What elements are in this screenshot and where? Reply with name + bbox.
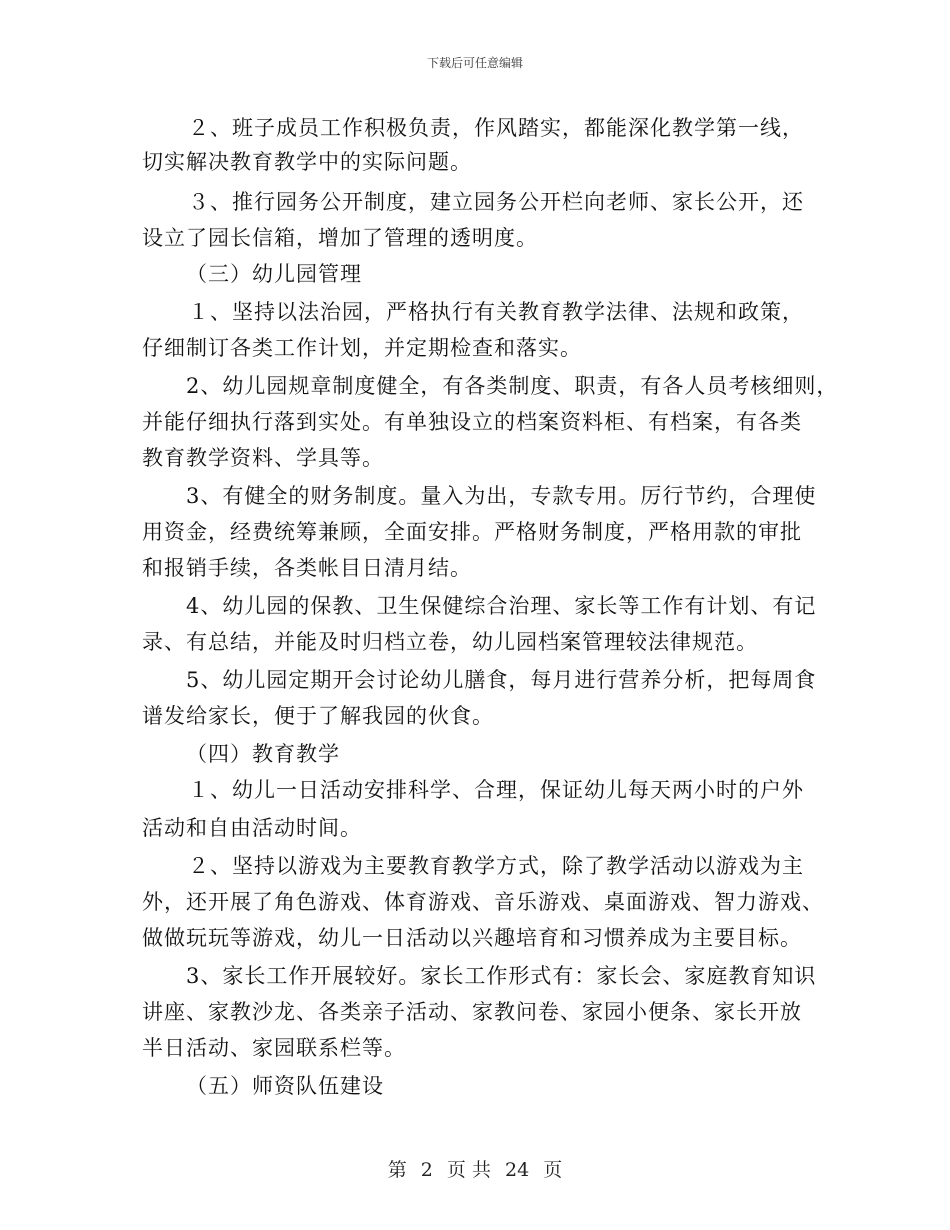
text-line: 设立了园长信箱，增加了管理的透明度。 <box>142 226 538 250</box>
page-footer <box>0 1155 950 1182</box>
text-line: 用资金，经费统筹兼顾，全面安排。严格财务制度，严格用款的审批 <box>142 520 802 544</box>
footer-prefix: 第 <box>387 1159 407 1181</box>
text-line: ３、推行园务公开制度，建立园务公开栏向老师、家长公开，还 <box>188 190 804 214</box>
page-number: 2 <box>420 1159 433 1181</box>
text-line: 做做玩玩等游戏，幼儿一日活动以兴趣培育和习惯养成为主要目标。 <box>142 926 802 950</box>
total-pages: 24 <box>505 1159 530 1181</box>
text-line: 3、家长工作开展较好。家长工作形式有：家长会、家庭教育知识 <box>186 964 817 988</box>
text-line: １、坚持以法治园，严格执行有关教育教学法律、法规和政策， <box>188 300 804 324</box>
footer-middle: 页 共 <box>446 1159 491 1181</box>
text-line: 5、幼儿园定期开会讨论幼儿膳食，每月进行营养分析，把每周食 <box>186 668 817 692</box>
text-line: 3、有健全的财务制度。量入为出，专款专用。厉行节约，合理使 <box>186 484 817 508</box>
text-line: 仔细制订各类工作计划，并定期检查和落实。 <box>142 336 582 360</box>
text-line: 教育教学资料、学具等。 <box>142 446 384 470</box>
text-line: 并能仔细执行落到实处。有单独设立的档案资料柜、有档案，有各类 <box>142 410 802 434</box>
text-line: 切实解决教育教学中的实际问题。 <box>142 150 472 174</box>
text-line: 外，还开展了角色游戏、体育游戏、音乐游戏、桌面游戏、智力游戏、 <box>142 890 824 914</box>
section-heading: （四）教育教学 <box>186 742 340 766</box>
page-header: 下载后可任意编辑 <box>426 56 523 70</box>
section-heading: （五）师资队伍建设 <box>186 1074 384 1098</box>
text-line: 半日活动、家园联系栏等。 <box>142 1036 406 1060</box>
footer-suffix: 页 <box>543 1159 563 1181</box>
section-heading: （三）幼儿园管理 <box>186 262 362 286</box>
text-line: ２、班子成员工作积极负责，作风踏实，都能深化教学第一线， <box>188 116 804 140</box>
text-line: 4、幼儿园的保教、卫生保健综合治理、家长等工作有计划、有记 <box>186 594 817 618</box>
text-line: 谱发给家长，便于了解我园的伙食。 <box>142 704 494 728</box>
text-line: 2、幼儿园规章制度健全，有各类制度、职责，有各人员考核细则， <box>186 374 839 398</box>
text-line: 讲座、家教沙龙、各类亲子活动、家教问卷、家园小便条、家长开放 <box>142 1000 802 1024</box>
text-line: １、幼儿一日活动安排科学、合理，保证幼儿每天两小时的户外 <box>188 778 804 802</box>
text-line: 和报销手续，各类帐目日清月结。 <box>142 556 472 580</box>
text-line: 活动和自由活动时间。 <box>142 816 362 840</box>
text-line: 录、有总结，并能及时归档立卷，幼儿园档案管理较法律规范。 <box>142 630 758 654</box>
text-line: ２、坚持以游戏为主要教育教学方式，除了教学活动以游戏为主 <box>188 854 804 878</box>
